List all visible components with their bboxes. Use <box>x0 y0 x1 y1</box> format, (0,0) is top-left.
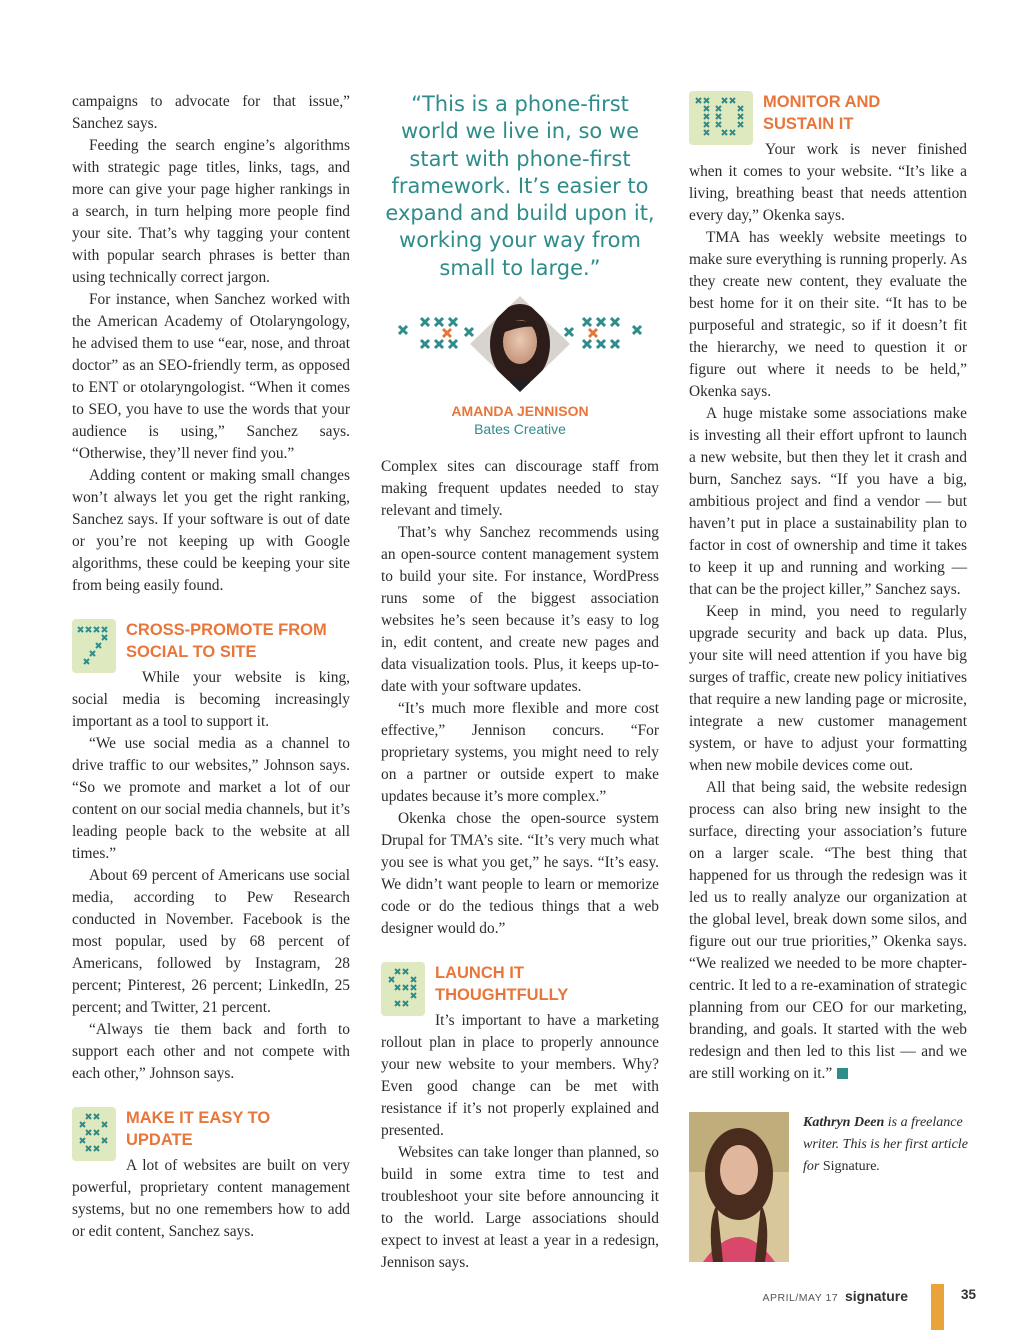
stitch-decoration-icon <box>381 296 659 396</box>
section-10 <box>689 91 967 1085</box>
section-heading: SUSTAIN IT <box>763 115 854 133</box>
section-heading: MONITOR AND <box>763 93 881 111</box>
section-heading: LAUNCH IT <box>435 964 524 983</box>
kathryn-deen-photo <box>689 1112 789 1262</box>
issue-date: APRIL/MAY 17 signature <box>762 1288 908 1304</box>
body-paragraph: Feeding the search engine’s algorithms with strategic page titles, links, tags, and more can give your page higher rankings in a search, in turn helping more people find your site. That’s why tagging your content with popular search phrases is better than using technically correct jargon. <box>72 137 350 286</box>
body-paragraph: Websites can take longer than planned, so build in some extra time to test and troubleshoot your site before announcing it to the world. Large associations should expect to invest at least a year in a redesign, Jennison says. <box>381 1144 659 1272</box>
body-paragraph: Your work is never finished when it comes to your website. “It’s like a living, breathing beast that needs attention every day,” Okenka says. <box>689 141 967 224</box>
body-paragraph: While your website is king, social media is becoming increasingly important as a tool to support it. <box>72 669 350 730</box>
svg-text:10: 10 <box>693 96 694 97</box>
section-heading: SOCIAL TO SITE <box>126 643 257 661</box>
body-paragraph: It’s important to have a marketing rollout plan in place to properly announce your new website to your members. Why? Even good change can be met with resistance if it’s not properly explained and presented. <box>381 1012 659 1140</box>
end-mark-icon <box>837 1068 848 1079</box>
page-number: 35 <box>960 1287 976 1302</box>
body-paragraph: Keep in mind, you need to regularly upgrade security and back up data. Plus, your site will need attention if you have big surges of traffic, create new policy initiatives that require a new landing page or microsite, integrate a new customer management system, or have to adjust your formatting when new mobile devices come out. <box>689 603 967 774</box>
body-paragraph: Okenka chose the open-source system Drupal for TMA’s site. “It’s very much what you see is what you get,” he says. “It’s easy. We didn’t want people to learn or memorize code or do the tedious things that a web designer would do.” <box>381 810 659 938</box>
number-7-icon <box>72 619 116 673</box>
body-paragraph: TMA has weekly website meetings to make sure everything is running properly. As they create new content, they evaluate the best home for it on their site. “It has to be purposeful and strategic, so if it doesn’t fit the hierarchy, we need to question it or figure out where it needs to be held,” Okenka says. <box>689 229 967 400</box>
amanda-jennison-photo <box>470 296 570 392</box>
cross-stitch-number-icon <box>692 95 750 141</box>
cross-stitch-number-icon <box>76 623 112 669</box>
left-column <box>72 91 350 1243</box>
author-bio-text: Kathryn Deen is a freelance writer. This is her first article for Signature. <box>803 1115 968 1174</box>
middle-column <box>381 91 659 1274</box>
svg-text:7: 7 <box>77 624 78 625</box>
body-paragraph: Complex sites can discourage staff from making frequent updates needed to stay relevant and timely. <box>381 458 659 520</box>
number-10-icon <box>689 91 753 145</box>
quote-attribution-name: AMANDA JENNISON <box>451 403 589 420</box>
page-footer <box>760 1284 1000 1330</box>
section-heading: MAKE IT EASY TO <box>126 1109 271 1127</box>
body-paragraph: That’s why Sanchez recommends using an open-source content management system to build your site. For instance, WordPress runs some of the biggest association websites he’s seen because it’s easy to log in, edit content, and create new pages and data visualization tools. Plus, it keeps up-to-date with your software updates. <box>381 524 659 696</box>
body-paragraph: For instance, when Sanchez worked with the American Academy of Otolaryngology, he advised them to use “ear, nose, and throat doctor” as an SEO-friendly term, as opposed to ENT or otolaryngologist. “When it comes to SEO, you have to use the words that your audience is using,” Sanchez says. “Otherwise, they’ll never find you.” <box>72 291 350 462</box>
section-heading: CROSS-PROMOTE FROM <box>126 621 327 639</box>
cross-stitch-number-icon <box>385 966 421 1012</box>
number-8-icon <box>72 1107 116 1161</box>
footer-accent-bar <box>931 1284 944 1330</box>
svg-text:8: 8 <box>77 1112 78 1113</box>
magazine-name: signature <box>844 1288 908 1304</box>
body-paragraph: A lot of websites are built on very powerful, proprietary content management systems, but no one remembers how to add or edit content, Sanchez says. <box>72 1157 350 1240</box>
quote-attribution-org: Bates Creative <box>474 421 566 438</box>
author-bio <box>689 1112 967 1262</box>
section-heading: THOUGHTFULLY <box>435 986 569 1005</box>
body-paragraph: campaigns to advocate for that issue,” Sanchez says. <box>72 93 350 132</box>
body-paragraph: Adding content or making small changes won’t always let you get the right ranking, Sanchez says. If your software is out of date or you’re not keeping up with Google algorithms, these could be keeping your site from being easily found. <box>72 467 350 594</box>
body-paragraph: “It’s much more flexible and more cost effective,” Jennison concurs. “For proprietary systems, you might need to rely on a partner or outside expert to make updates because it’s more complex.” <box>381 700 659 806</box>
number-9-icon <box>381 962 425 1016</box>
pull-quote: “This is a phone-first world we live in, so we start with phone-first framework. It’s easier to expand and build upon it, working your way from small to large.” <box>385 92 655 280</box>
section-9 <box>381 962 659 1274</box>
svg-text:9: 9 <box>386 967 387 969</box>
quote-portrait-area <box>381 296 659 396</box>
section-heading: UPDATE <box>126 1131 193 1149</box>
section-7 <box>72 619 350 1085</box>
body-paragraph: “Always tie them back and forth to support each other and not compete with each other,” Johnson says. <box>72 1021 350 1082</box>
body-paragraph: All that being said, the website redesign process can also bring new insight to the surface, directing your association’s future on a larger scale. “The best thing that happened for us through the redesign was it led us to really analyze our organization at the global level, break down some silos, and figure out our true priorities,” Okenka says. “We realized we needed to be more chapter-centric. It led to a re-examination of strategic planning from our CEO for our marketing, branding, and goals. It started with the web redesign and then led to this list — and we are still working on it.” <box>689 779 967 1082</box>
right-column <box>689 91 967 1085</box>
section-8 <box>72 1107 350 1243</box>
body-paragraph: A huge mistake some associations make is investing all their effort upfront to launch a new website, but then they let it crash and burn, Sanchez says. “If you have a big, ambitious project and find a vendor — but haven’t put in place a sustainability plan to factor in cost of ownership and time it takes to keep it up and running and working — that can be the project killer,” Sanchez says. <box>689 405 967 598</box>
body-paragraph: “We use social media as a channel to drive traffic to our websites,” Johnson says. “So we promote and market a lot of our content on our social media channels, but it’s leading people back to the website at all times.” <box>72 735 350 862</box>
body-paragraph: About 69 percent of Americans use social media, according to Pew Research conducted in November. Facebook is the most popular, used by 68 percent of Americans, followed by Instagram, 28 percent; Pinterest, 26 percent; LinkedIn, 25 percent; and Twitter, 21 percent. <box>72 867 350 1016</box>
cross-stitch-number-icon <box>76 1111 112 1157</box>
